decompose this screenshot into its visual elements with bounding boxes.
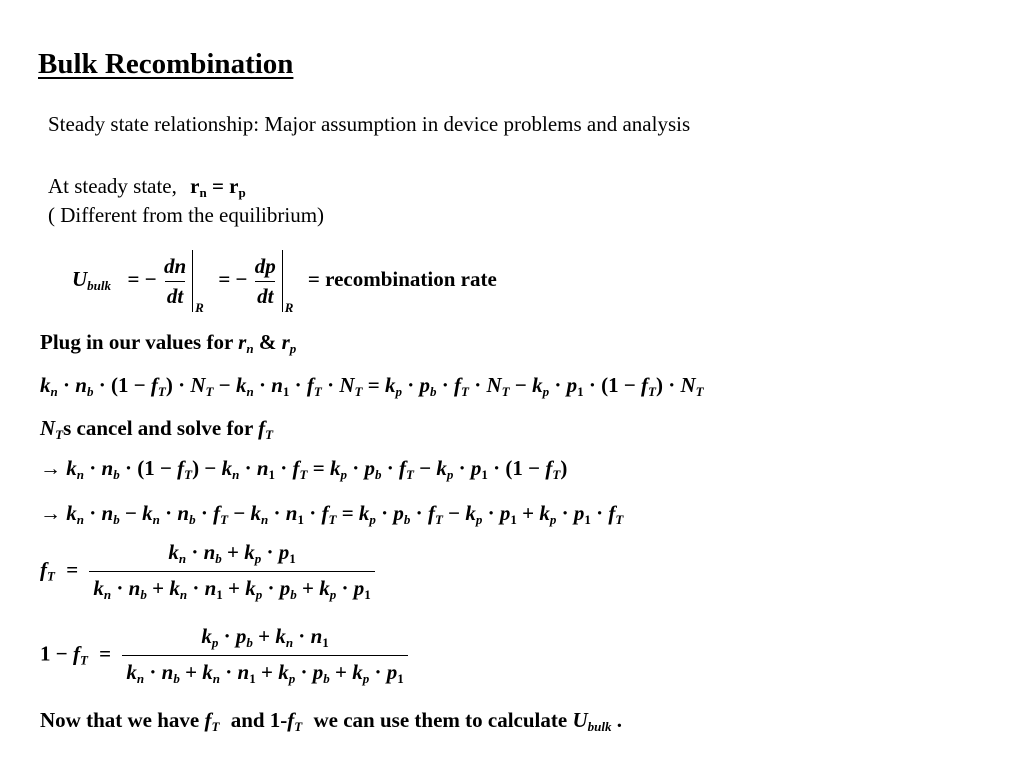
dp-dt-fraction: $\frac{dp}{dt}$ <box>254 253 276 308</box>
step-one-equation: → $k_n \cdot n_b \cdot (1 - f_T) - k_n \cdot n_1 \cdot f_T = k_p \cdot p_b \cdot f_T - k_p \cdot p_1 \cdot (1 - f_T)$ <box>40 456 568 482</box>
rn-equals-rp: $r_n = r_p$ <box>190 174 246 200</box>
slide-title: Bulk Recombination <box>38 48 294 80</box>
ft-fraction-equation: $f_T$ = $\frac{k_n \cdot n_b + k_p \cdot p_1}{k_n \cdot n_b + k_n \cdot n_1 + k_p \cdot p_b + k_p \cdot p_1}$ <box>40 540 375 603</box>
balance-equation: $k_n \cdot n_b \cdot (1 - f_T) \cdot N_T - k_n \cdot n_1 \cdot f_T \cdot N_T = k_p \cdot p_b \cdot f_T \cdot N_T - k_p \cdot p_1 \cdot (1 - f_T) \cdot N_T$ <box>40 373 704 399</box>
nt-cancel-line: $N_Ts$ cancel and solve for $f_T$ <box>40 416 274 442</box>
plug-in-line: Plug in our values for $r_n$ & $r_p$ <box>40 330 297 356</box>
one-minus-ft-equation: $1 - f_T$ = $\frac{k_p \cdot p_b + k_n \cdot n_1}{k_n \cdot n_b + k_n \cdot n_1 + k_p \cdot p_b + k_p \cdot p_1}$ <box>40 624 408 687</box>
step-two-equation: → $k_n \cdot n_b - k_n \cdot n_b \cdot f_T - k_n \cdot n_1 \cdot f_T = k_p \cdot p_b \cdot f_T - k_p \cdot p_1 + k_p \cdot p_1 \cdot f_T$ <box>40 501 624 527</box>
dn-dt-fraction: $\frac{dn}{dt}$ <box>163 253 187 308</box>
ft-fraction: $\frac{k_n \cdot n_b + k_p \cdot p_1}{k_n \cdot n_b + k_n \cdot n_1 + k_p \cdot p_b + k_p \cdot p_1}$ <box>89 540 374 603</box>
steady-state-statement: Steady state relationship: Major assumption in device problems and analysis <box>48 112 691 136</box>
one-minus-ft-fraction: $\frac{k_p \cdot p_b + k_n \cdot n_1}{k_n \cdot n_b + k_n \cdot n_1 + k_p \cdot p_b + k_p \cdot p_1}$ <box>122 624 407 687</box>
different-note: ( Different from the equilibrium) <box>48 203 325 227</box>
recombination-rate-label: recombination rate <box>325 266 497 291</box>
steady-state-prefix: At steady state, <box>48 174 177 198</box>
steady-state-line <box>48 174 246 201</box>
ubulk-equation: $U_{bulk}$ = − $\frac{dn}{dt}$ $_R$ = − $\frac{dp}{dt}$ $_R$ = recombination rate <box>72 250 497 312</box>
conclusion-line: Now that we have $f_T$ and $1-f_T$ we can use them to calculate $U_{bulk}$ . <box>40 708 622 734</box>
